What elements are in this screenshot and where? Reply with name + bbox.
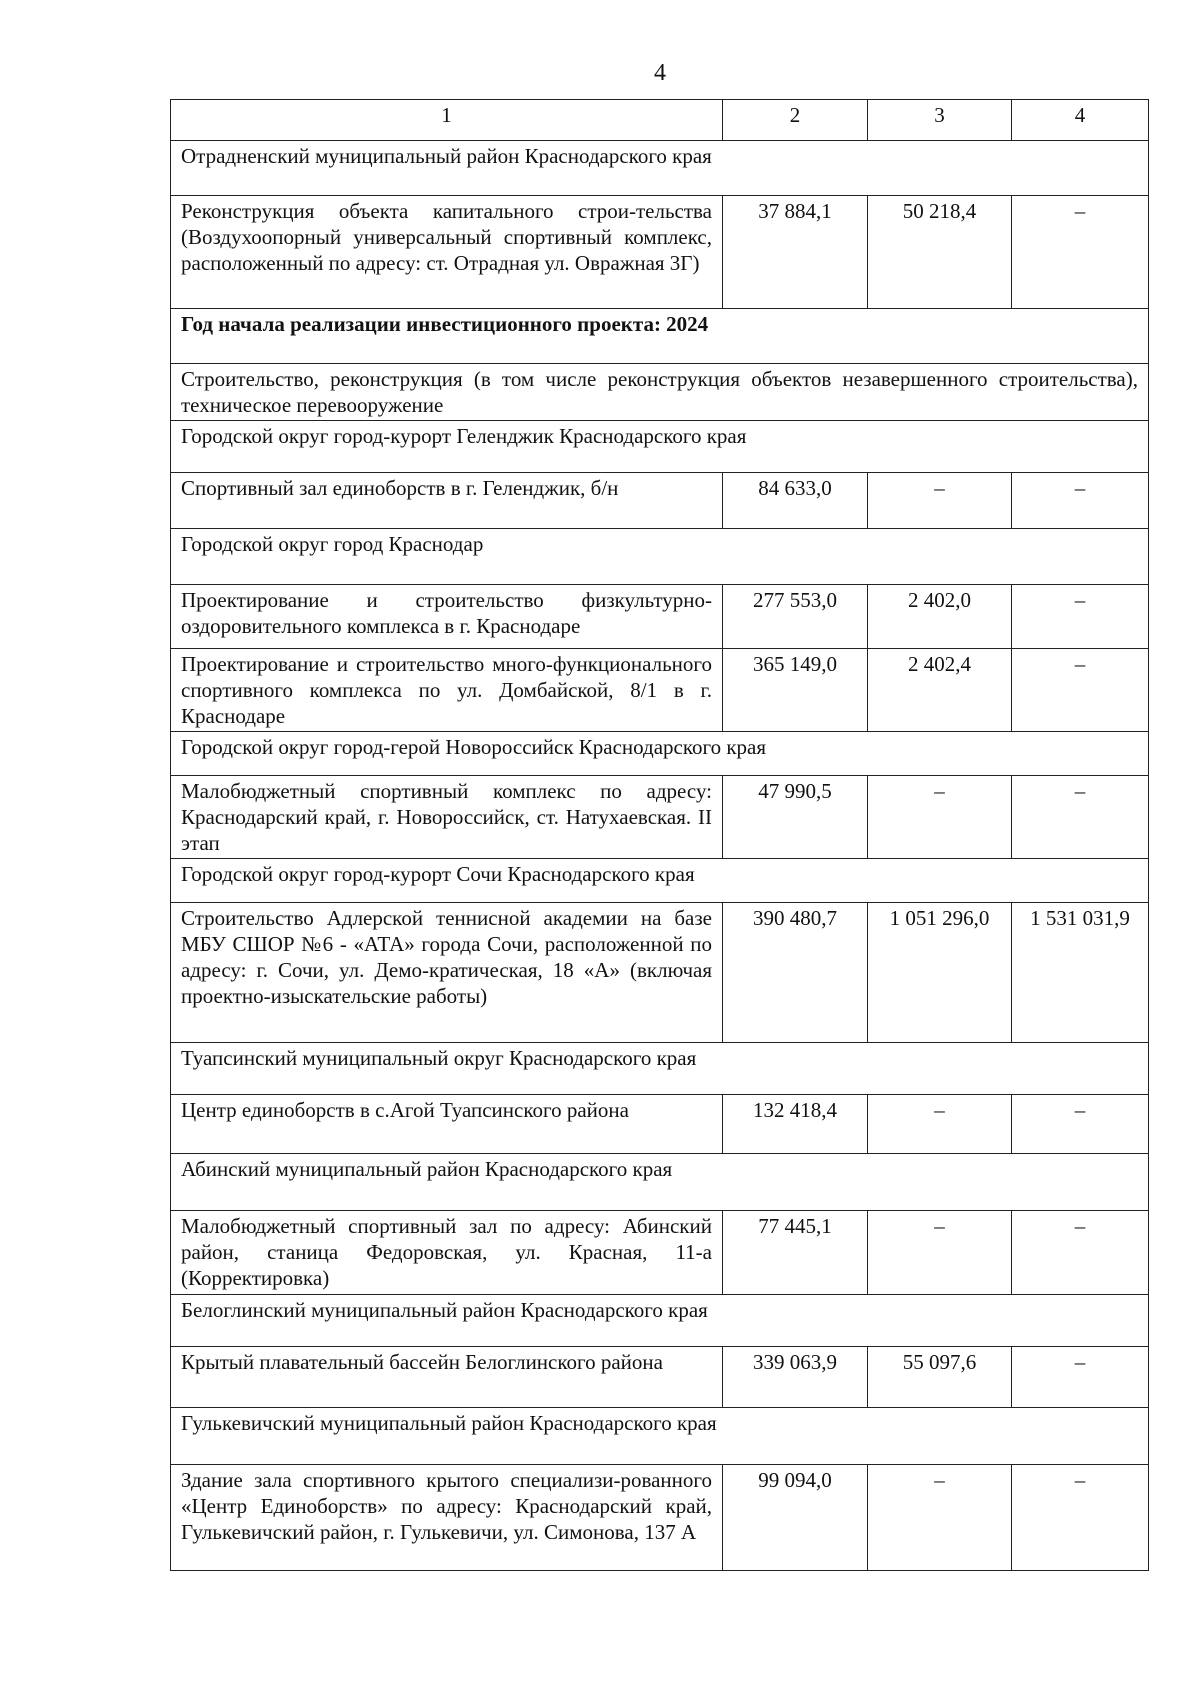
value-col-2-cell: 132 418,4 xyxy=(723,1095,868,1154)
section-heading: Городской округ город-курорт Геленджик Краснодарского края xyxy=(171,421,1149,473)
value-col-4-cell: – xyxy=(1012,196,1149,309)
value-col-3-cell: 50 218,4 xyxy=(868,196,1012,309)
section-heading: Туапсинский муниципальный округ Краснодарского края xyxy=(171,1043,1149,1095)
section-heading-row xyxy=(171,1043,1149,1095)
column-number-4: 4 xyxy=(1012,100,1149,141)
value-col-3-cell: 2 402,0 xyxy=(868,585,1012,649)
section-heading: Городской округ город-курорт Сочи Краснодарского края xyxy=(171,859,1149,903)
project-name-cell: Спортивный зал единоборств в г. Геленджик, б/н xyxy=(171,473,723,529)
value-col-3-cell: 1 051 296,0 xyxy=(868,903,1012,1043)
column-number-2: 2 xyxy=(723,100,868,141)
project-row xyxy=(171,776,1149,859)
project-row xyxy=(171,1095,1149,1154)
value-col-2-cell: 47 990,5 xyxy=(723,776,868,859)
investment-projects-table xyxy=(170,99,1149,1571)
project-row xyxy=(171,585,1149,649)
section-heading: Отрадненский муниципальный район Краснодарского края xyxy=(171,141,1149,196)
value-col-4-cell: – xyxy=(1012,1465,1149,1571)
column-number-3: 3 xyxy=(868,100,1012,141)
value-col-2-cell: 365 149,0 xyxy=(723,649,868,732)
section-heading-row xyxy=(171,1408,1149,1465)
year-heading-row xyxy=(171,309,1149,364)
project-row xyxy=(171,473,1149,529)
project-row xyxy=(171,903,1149,1043)
value-col-2-cell: 99 094,0 xyxy=(723,1465,868,1571)
section-heading-row xyxy=(171,859,1149,903)
section-heading: Строительство, реконструкция (в том числе реконструкция объектов незавершенного строительства), техническое перевооружение xyxy=(171,364,1149,421)
section-heading-row xyxy=(171,364,1149,421)
section-heading: Абинский муниципальный район Краснодарского края xyxy=(171,1154,1149,1211)
value-col-2-cell: 77 445,1 xyxy=(723,1211,868,1295)
value-col-3-cell: 55 097,6 xyxy=(868,1347,1012,1408)
project-name-cell: Малобюджетный спортивный зал по адресу: Абинский район, станица Федоровская, ул. Красная, 11-а (Корректировка) xyxy=(171,1211,723,1295)
value-col-3-cell: – xyxy=(868,1465,1012,1571)
project-name-cell: Проектирование и строительство физкультурно-оздоровительного комплекса в г. Краснодаре xyxy=(171,585,723,649)
section-heading: Гулькевичский муниципальный район Краснодарского края xyxy=(171,1408,1149,1465)
value-col-2-cell: 339 063,9 xyxy=(723,1347,868,1408)
project-row xyxy=(171,1347,1149,1408)
project-row xyxy=(171,649,1149,732)
section-heading-row xyxy=(171,1154,1149,1211)
value-col-3-cell: – xyxy=(868,473,1012,529)
section-heading: Городской округ город Краснодар xyxy=(171,529,1149,585)
value-col-4-cell: – xyxy=(1012,1095,1149,1154)
value-col-2-cell: 390 480,7 xyxy=(723,903,868,1043)
value-col-4-cell: 1 531 031,9 xyxy=(1012,903,1149,1043)
value-col-4-cell: – xyxy=(1012,473,1149,529)
project-name-cell: Проектирование и строительство много-функционального спортивного комплекса по ул. Домбайской, 8/1 в г. Краснодаре xyxy=(171,649,723,732)
value-col-4-cell: – xyxy=(1012,585,1149,649)
project-name-cell: Малобюджетный спортивный комплекс по адресу: Краснодарский край, г. Новороссийск, ст. Натухаевская. II этап xyxy=(171,776,723,859)
project-name-cell: Центр единоборств в с.Агой Туапсинского района xyxy=(171,1095,723,1154)
value-col-3-cell: 2 402,4 xyxy=(868,649,1012,732)
project-name-cell: Реконструкция объекта капитального строи-тельства (Воздухоопорный универсальный спортивный комплекс, расположенный по адресу: ст. Отрадная ул. Овражная 3Г) xyxy=(171,196,723,309)
section-heading-row xyxy=(171,141,1149,196)
value-col-2-cell: 37 884,1 xyxy=(723,196,868,309)
page-number: 4 xyxy=(654,60,666,86)
section-heading-row xyxy=(171,421,1149,473)
value-col-3-cell: – xyxy=(868,1095,1012,1154)
project-name-cell: Крытый плавательный бассейн Белоглинского района xyxy=(171,1347,723,1408)
value-col-2-cell: 277 553,0 xyxy=(723,585,868,649)
value-col-3-cell: – xyxy=(868,1211,1012,1295)
year-heading: Год начала реализации инвестиционного проекта: 2024 xyxy=(171,309,1149,364)
value-col-4-cell: – xyxy=(1012,649,1149,732)
value-col-4-cell: – xyxy=(1012,776,1149,859)
section-heading: Городской округ город-герой Новороссийск Краснодарского края xyxy=(171,732,1149,776)
section-heading: Белоглинский муниципальный район Краснодарского края xyxy=(171,1295,1149,1347)
project-row xyxy=(171,196,1149,309)
project-row xyxy=(171,1211,1149,1295)
section-heading-row xyxy=(171,1295,1149,1347)
column-numbers-row xyxy=(171,100,1149,141)
project-name-cell: Строительство Адлерской теннисной академии на базе МБУ СШОР №6 - «АТА» города Сочи, расположенной по адресу: г. Сочи, ул. Демо-кратическая, 18 «А» (включая проектно-изыскательские работы) xyxy=(171,903,723,1043)
project-name-cell: Здание зала спортивного крытого специализи-рованного «Центр Единоборств» по адресу: Краснодарский край, Гулькевичский район, г. Гулькевичи, ул. Симонова, 137 А xyxy=(171,1465,723,1571)
value-col-4-cell: – xyxy=(1012,1211,1149,1295)
value-col-4-cell: – xyxy=(1012,1347,1149,1408)
value-col-3-cell: – xyxy=(868,776,1012,859)
column-number-1: 1 xyxy=(171,100,723,141)
value-col-2-cell: 84 633,0 xyxy=(723,473,868,529)
project-row xyxy=(171,1465,1149,1571)
section-heading-row xyxy=(171,732,1149,776)
section-heading-row xyxy=(171,529,1149,585)
